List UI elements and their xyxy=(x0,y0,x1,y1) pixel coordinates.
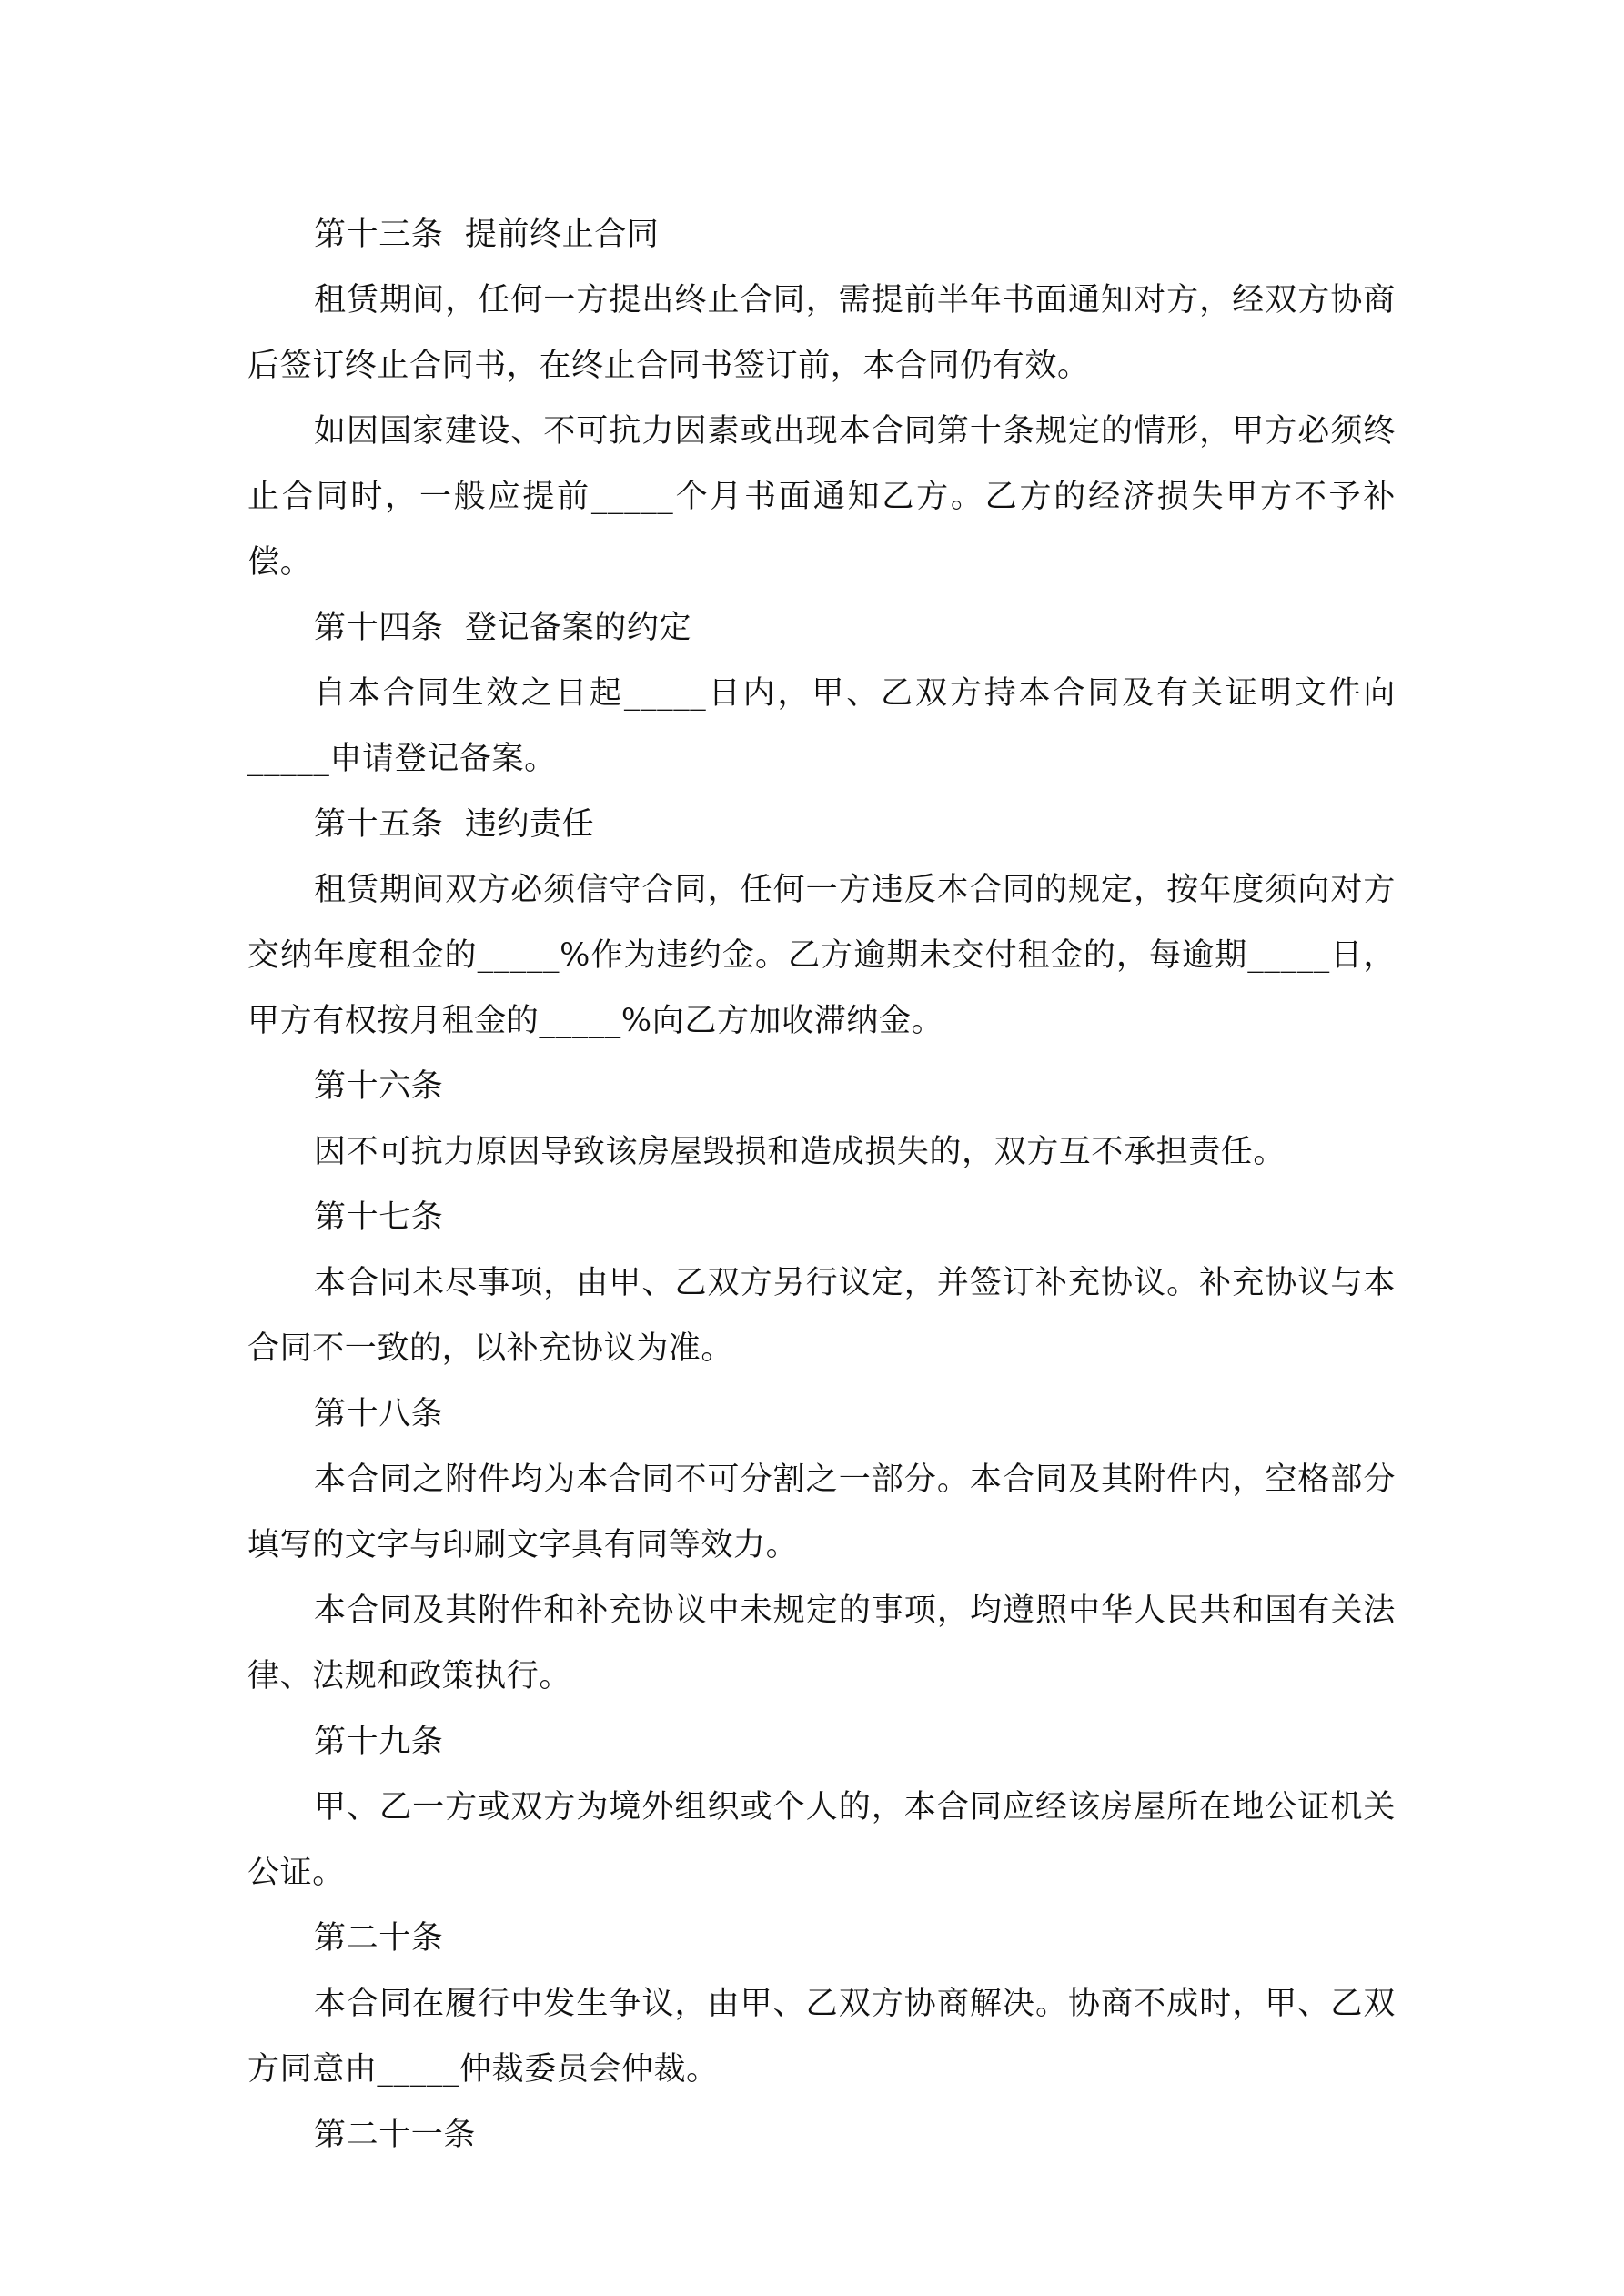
article-17-paragraph: 本合同未尽事项，由甲、乙双方另行议定，并签订补充协议。补充协议与本合同不一致的，以补充协议为准。 xyxy=(247,1265,1396,1367)
article-14-heading: 第十四条 登记备案的约定 xyxy=(314,610,692,646)
article-20-heading: 第二十条 xyxy=(314,1920,444,1957)
article-19-heading: 第十九条 xyxy=(314,1724,444,1760)
article-13-paragraph-2: 如因国家建设、不可抗力因素或出现本合同第十条规定的情形，甲方必须终止合同时，一般应提前_____个月书面通知乙方。乙方的经济损失甲方不予补偿。 xyxy=(247,413,1396,581)
article-21-heading: 第二十一条 xyxy=(314,2117,477,2153)
article-20-paragraph: 本合同在履行中发生争议，由甲、乙双方协商解决。协商不成时，甲、乙双方同意由_____仲裁委员会仲裁。 xyxy=(247,1986,1396,2088)
article-18-heading: 第十八条 xyxy=(314,1396,444,1432)
article-15-paragraph: 租赁期间双方必须信守合同，任何一方违反本合同的规定，按年度须向对方交纳年度租金的_____%作为违约金。乙方逾期未交付租金的，每逾期_____日，甲方有权按月租金的_____%向乙方加收滞纳金。 xyxy=(247,872,1396,1039)
article-18-paragraph-1: 本合同之附件均为本合同不可分割之一部分。本合同及其附件内，空格部分填写的文字与印刷文字具有同等效力。 xyxy=(247,1462,1396,1563)
article-17-heading: 第十七条 xyxy=(314,1199,444,1236)
article-19-paragraph: 甲、乙一方或双方为境外组织或个人的，本合同应经该房屋所在地公证机关公证。 xyxy=(247,1789,1396,1891)
article-13-paragraph-1: 租赁期间，任何一方提出终止合同，需提前半年书面通知对方，经双方协商后签订终止合同书，在终止合同书签订前，本合同仍有效。 xyxy=(247,282,1396,384)
article-14-paragraph: 自本合同生效之日起_____日内，甲、乙双方持本合同及有关证明文件向_____申请登记备案。 xyxy=(247,675,1396,777)
article-13-heading: 第十三条 提前终止合同 xyxy=(314,217,660,253)
article-16-paragraph: 因不可抗力原因导致该房屋毁损和造成损失的，双方互不承担责任。 xyxy=(314,1134,1286,1170)
article-18-paragraph-2: 本合同及其附件和补充协议中未规定的事项，均遵照中华人民共和国有关法律、法规和政策执行。 xyxy=(247,1593,1396,1694)
document-body xyxy=(247,202,1396,2168)
article-16-heading: 第十六条 xyxy=(314,1068,444,1105)
article-15-heading: 第十五条 违约责任 xyxy=(314,806,595,843)
